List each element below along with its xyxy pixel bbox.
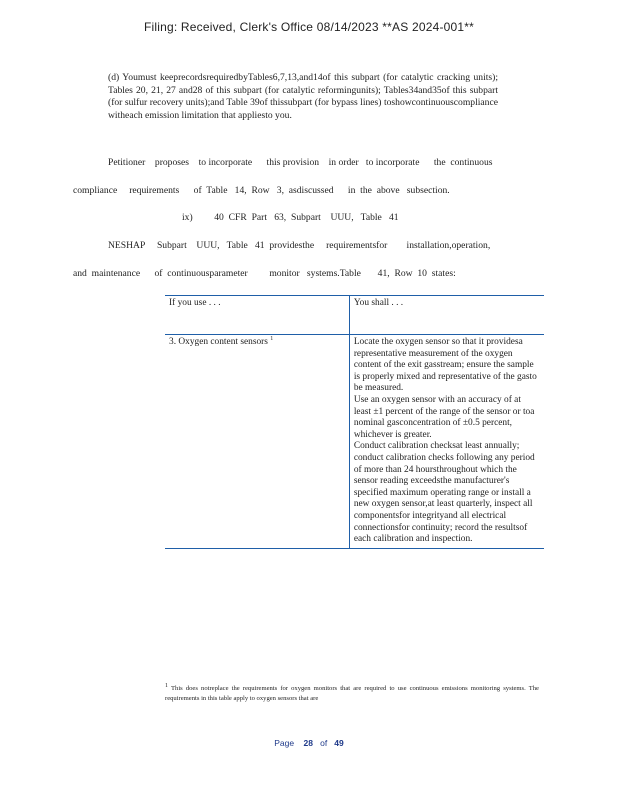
footnote-reference: 1 xyxy=(270,335,274,342)
table-header-you-shall: You shall . . . xyxy=(349,296,544,335)
requirement-calibration: Conduct calibration checksat least annually; conduct calibration checks following any period of more than 24 hoursthroughout which the sensor reading exceedsthe manufacturer's specified maximum operating range or install a new oxygen sensor,at least quarterly, inspect all componentsfor integrityand all electrical connectionsfor continuity; record the resultsof each calibration and inspection. xyxy=(353,441,535,545)
page-footer xyxy=(0,738,618,748)
footnote-mark: 1 xyxy=(165,682,168,689)
filing-header: Filing: Received, Clerk's Office 08/14/2023 **AS 2024-001** xyxy=(143,20,475,34)
footnote-text: This does notreplace the requirements for oxygen monitors that are required to use continuous emissions monitoring systems. The requirements in this table apply to oxygen sensors that are xyxy=(165,685,539,702)
requirement-accuracy: Use an oxygen sensor with an accuracy of at least ±1 percent of the range of the sensor or toa nominal gasconcentration of ±0.5 percent, whichever is greater. xyxy=(353,394,535,440)
table-header-row xyxy=(165,296,544,335)
page-of-label: of xyxy=(320,738,328,748)
page-number: 28 xyxy=(303,738,314,748)
page-label: Page xyxy=(274,738,295,748)
petitioner-paragraph-continued: compliance requirements of Table 14, Row 3, asdiscussed in the above subsection. xyxy=(73,185,450,196)
table-header-if-you-use: If you use . . . xyxy=(165,296,349,335)
table-row xyxy=(165,335,544,549)
table-cell-oxygen-sensors xyxy=(165,335,349,549)
footnote xyxy=(165,684,539,704)
neshap-paragraph: NESHAP Subpart UUU, Table 41 providesthe requirementsfor installation,operation, xyxy=(108,240,491,251)
row-label: 3. Oxygen content sensors xyxy=(169,337,268,347)
petitioner-paragraph: Petitioner proposes to incorporate this provision in order to incorporate the continuous xyxy=(108,157,493,168)
paragraph-d: (d) Youmust keeprecordsrequiredbyTables6,7,13,and14of this subpart (for catalytic cracking units); Tables 20, 21, 27 and28 of this subpart (for catalytic reformingunits); Tables34and35of this subpart (for sulfur recovery units);and Table 39of thissubpart (for bypass lines) toshowcontinuouscompliance witheach emission limitation that appliesto you. xyxy=(108,72,498,121)
neshap-paragraph-continued: and maintenance of continuousparameter monitor systems.Table 41, Row 10 states: xyxy=(73,268,456,279)
requirement-locate: Locate the oxygen sensor so that it providesa representative measurement of the oxygen content of the exit gasstream; ensure the sample is properly mixed and representative of the gasto be measured. xyxy=(353,337,537,394)
table-cell-requirements xyxy=(349,335,544,549)
section-heading-ix: ix) 40 CFR Part 63, Subpart UUU, Table 41 xyxy=(182,212,399,223)
total-pages: 49 xyxy=(334,738,344,748)
requirements-table xyxy=(165,295,544,549)
